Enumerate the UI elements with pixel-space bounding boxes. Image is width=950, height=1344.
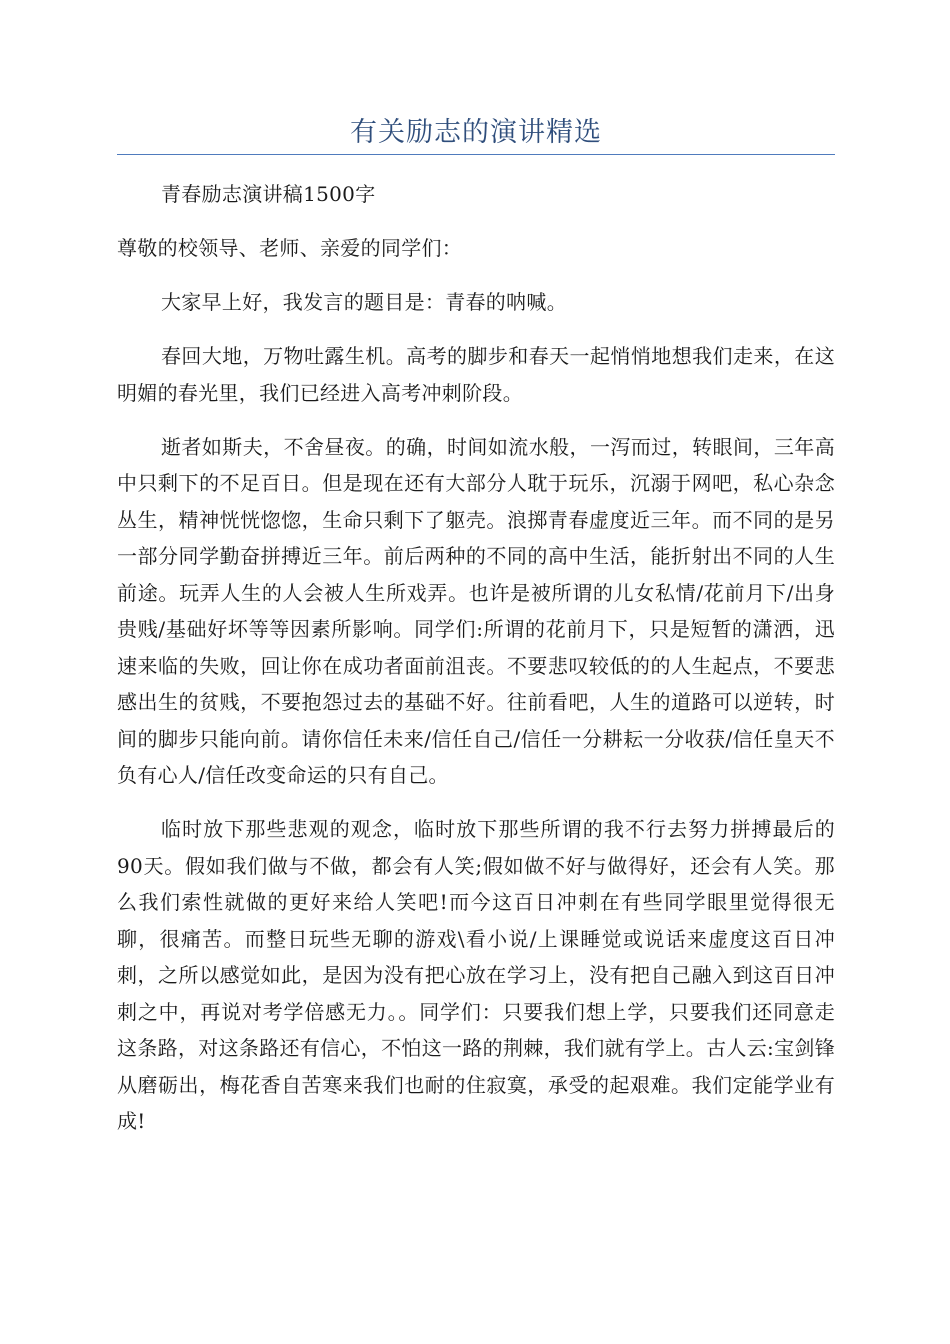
paragraph-time: 逝者如斯夫，不舍昼夜。的确，时间如流水般，一泻而过，转眼间，三年高中只剩下的不足百日。但是现在还有大部分人耽于玩乐，沉溺于网吧，私心杂念丛生，精神恍恍惚惚，生命只剩下了躯壳。浪掷青春虚度近三年。而不同的是另一部分同学勤奋拼搏近三年。前后两种的不同的高中生活，能折射出不同的人生前途。玩弄人生的人会被人生所戏弄。也许是被所谓的儿女私情/花前月下/出身贵贱/基础好坏等等因素所影响。同学们:所谓的花前月下，只是短暂的潇洒，迅速来临的失败，回让你在成功者面前沮丧。不要悲叹较低的的人生起点，不要悲感出生的贫贱，不要抱怨过去的基础不好。往前看吧，人生的道路可以逆转，时间的脚步只能向前。请你信任未来/信任自己/信任一分耕耘一分收获/信任皇天不负有心人/信任改变命运的只有自己。: [117, 434, 835, 787]
paragraph-spring: 春回大地，万物吐露生机。高考的脚步和春天一起悄悄地想我们走来，在这明媚的春光里，我们已经进入高考冲刺阶段。: [117, 344, 835, 405]
paragraph-persevere: 临时放下那些悲观的观念，临时放下那些所谓的我不行去努力拼搏最后的90天。假如我们做与不做，都会有人笑;假如做不好与做得好，还会有人笑。那么我们索性就做的更好来给人笑吧!而今这百日冲刺在有些同学眼里觉得很无聊，很痛苦。而整日玩些无聊的游戏\看小说/上课睡觉或说话来虚度这百日冲刺，之所以感觉如此，是因为没有把心放在学习上，没有把自己融入到这百日冲刺之中，再说对考学倍感无力。。同学们：只要我们想上学，只要我们还同意走这条路，对这条路还有信心，不怕这一路的荆棘，我们就有学上。古人云:宝剑锋从磨砺出，梅花香自苦寒来我们也耐的住寂寞，承受的起艰难。我们定能学业有成!: [117, 817, 835, 1133]
title-underline: [117, 154, 835, 155]
paragraph-greeting: 大家早上好，我发言的题目是：青春的呐喊。: [161, 290, 567, 314]
paragraph-subtitle: 青春励志演讲稿1500字: [161, 182, 376, 206]
paragraph-salutation: 尊敬的校领导、老师、亲爱的同学们：: [117, 236, 463, 260]
document-page: [117, 0, 835, 1140]
document-title: 有关励志的演讲精选: [350, 117, 602, 148]
